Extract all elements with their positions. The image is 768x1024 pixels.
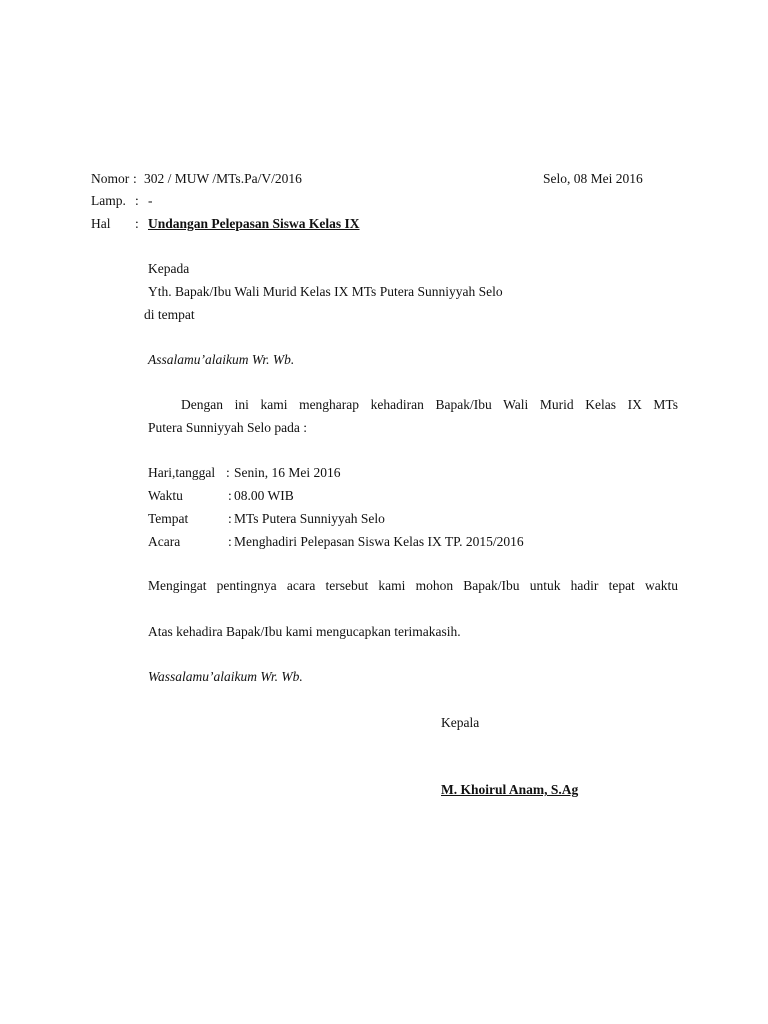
lamp-separator: : (135, 193, 139, 208)
nomor-value: 302 / MUW /MTs.Pa/V/2016 (144, 171, 302, 186)
intro-line-1: Dengan ini kami mengharap kehadiran Bapak/Ibu Wali Murid Kelas IX MTs (181, 397, 678, 412)
detail-label-date: Hari,tanggal (148, 465, 216, 480)
hal-separator: : (135, 216, 139, 231)
detail-separator: : (228, 511, 232, 526)
nomor-separator: : (133, 171, 137, 186)
signature-name: M. Khoirul Anam, S.Ag (441, 782, 579, 797)
subject-title: Undangan Pelepasan Siswa Kelas IX (148, 216, 360, 231)
detail-value-event: Menghadiri Pelepasan Siswa Kelas IX TP. 2015/2016 (234, 534, 524, 549)
detail-separator: : (228, 534, 232, 549)
greeting: Assalamu’alaikum Wr. Wb. (148, 352, 295, 367)
reminder-text: Mengingat pentingnya acara tersebut kami mohon Bapak/Ibu untuk hadir tepat waktu (148, 578, 678, 593)
detail-label-time: Waktu (148, 488, 183, 503)
recipient-yth: Yth. Bapak/Ibu Wali Murid Kelas IX MTs Putera Sunniyyah Selo (148, 284, 503, 299)
detail-separator: : (228, 488, 232, 503)
recipient-di-tempat: di tempat (144, 307, 195, 322)
lamp-value: - (148, 193, 153, 208)
lamp-label: Lamp. (91, 193, 126, 208)
detail-label-place: Tempat (148, 511, 189, 526)
place-date: Selo, 08 Mei 2016 (543, 171, 643, 186)
recipient-kepada: Kepada (148, 261, 190, 276)
closing-greeting: Wassalamu’alaikum Wr. Wb. (148, 669, 303, 684)
nomor-label: Nomor (91, 171, 130, 186)
intro-line-2: Putera Sunniyyah Selo pada : (148, 420, 307, 435)
detail-label-event: Acara (148, 534, 181, 549)
detail-separator: : (226, 465, 230, 480)
detail-value-date: Senin, 16 Mei 2016 (234, 465, 341, 480)
signature-title: Kepala (441, 715, 480, 730)
hal-label: Hal (91, 216, 111, 231)
detail-value-time: 08.00 WIB (234, 488, 294, 503)
thanks-text: Atas kehadira Bapak/Ibu kami mengucapkan terimakasih. (148, 624, 461, 639)
detail-value-place: MTs Putera Sunniyyah Selo (234, 511, 385, 526)
